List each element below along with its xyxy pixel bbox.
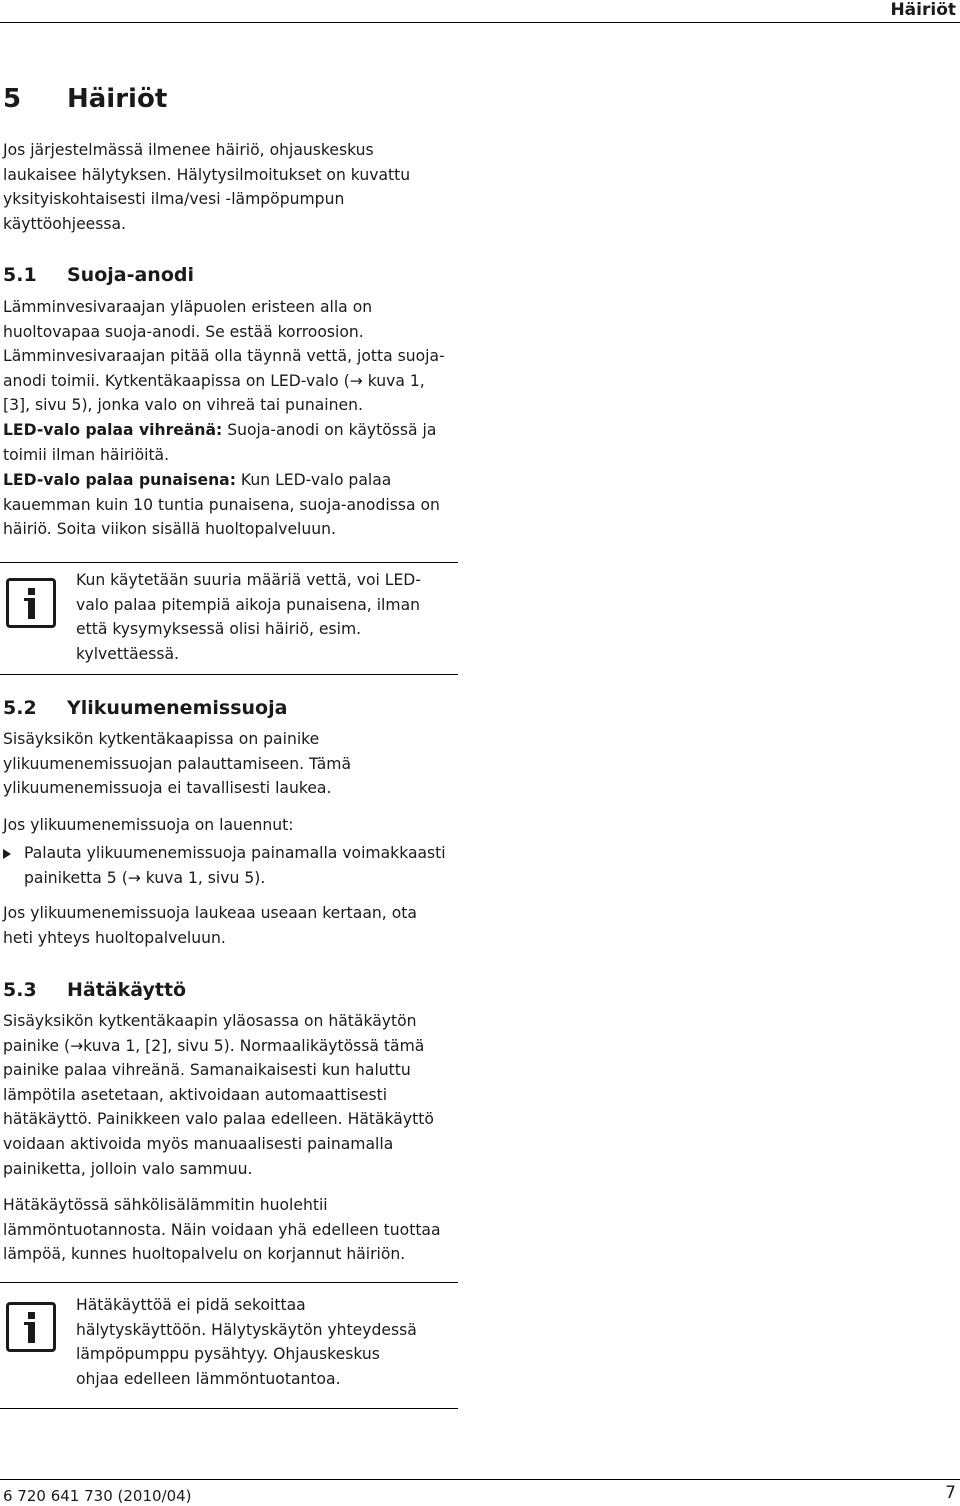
text-line: lämpöä, kunnes huoltopalvelu on korjannut häiriön.: [3, 1245, 406, 1264]
text-line: laukaisee hälytyksen. Hälytysilmoitukset on kuvattu: [3, 165, 411, 184]
page-number: 7: [945, 1483, 956, 1503]
s51-red-paragraph: [3, 468, 463, 542]
info-icon: [6, 1302, 56, 1352]
text-line: Hätäkäyttöä ei pidä sekoittaa: [76, 1296, 306, 1314]
text-line: valo palaa pitempiä aikoja punaisena, ilman: [76, 595, 421, 614]
section-number: 5.3: [3, 979, 37, 1001]
s52-paragraph-1: [3, 727, 463, 801]
s51-paragraph: [3, 295, 463, 418]
header-divider: [0, 22, 960, 23]
text-line: Kun LED-valo palaa: [235, 471, 392, 489]
text-line: Jos ylikuumenemissuoja laukeaa useaan kertaan, ota: [3, 904, 417, 922]
text-line: että kysymyksessä olisi häiriö, esim.: [76, 620, 362, 639]
section-number: 5.1: [3, 264, 37, 286]
text-line: lämpöpumppu pysähtyy. Ohjauskeskus: [76, 1345, 380, 1364]
footer-divider: [0, 1479, 960, 1480]
text-line: Suoja-anodi on käytössä ja: [222, 421, 437, 439]
text-line: painike palaa vihreänä. Samanaikaisesti kun haluttu: [3, 1061, 411, 1080]
document-code: 6 720 641 730 (2010/04): [3, 1487, 192, 1505]
chapter-number: 5: [3, 84, 22, 114]
section-heading-5-1: [3, 262, 194, 288]
intro-paragraph: [3, 138, 463, 236]
info-icon: [6, 578, 56, 628]
text-line: häiriö. Soita viikon sisällä huoltopalveluun.: [3, 520, 336, 539]
text-line: ohjaa edelleen lämmöntuotantoa.: [76, 1369, 341, 1388]
text-line: anodi toimii. Kytkentäkaapissa on LED-valo (→ kuva 1,: [3, 371, 425, 390]
text-line: [3], sivu 5), jonka valo on vihreä tai punainen.: [3, 396, 363, 415]
bullet-triangle-icon: [3, 849, 11, 859]
text-line: painiketta, jolloin valo sammuu.: [3, 1159, 253, 1178]
text-line: Palauta ylikuumenemissuoja painamalla voimakkaasti: [24, 844, 446, 862]
text-line: kauemman kuin 10 tuntia punaisena, suoja-anodissa on: [3, 495, 440, 514]
text-line: Lämminvesivaraajan yläpuolen eristeen alla on: [3, 298, 373, 316]
section-title: Ylikuumenemissuoja: [67, 697, 288, 719]
text-line: painiketta 5 (→ kuva 1, sivu 5).: [24, 868, 266, 887]
section-number: 5.2: [3, 697, 37, 719]
text-line: toimii ilman häiriöitä.: [3, 445, 170, 464]
text-line: ylikuumenemissuoja ei tavallisesti laukea.: [3, 779, 332, 798]
text-line: Kun käytetään suuria määriä vettä, voi LED-: [76, 571, 421, 589]
text-line: hätäkäyttö. Painikkeen valo palaa edelleen. Hätäkäyttö: [3, 1110, 434, 1129]
note-top-rule: [0, 1282, 458, 1283]
text-line: Hätäkäytössä sähkölisälämmitin huolehtii: [3, 1196, 328, 1214]
red-led-label: LED-valo palaa punaisena:: [3, 471, 236, 489]
page-header-title: Häiriöt: [890, 0, 956, 20]
note-top-rule: [0, 562, 458, 563]
text-line: Jos ylikuumenemissuoja on lauennut:: [3, 816, 294, 834]
text-line: käyttöohjeessa.: [3, 214, 127, 233]
s52-paragraph-3: [3, 901, 463, 950]
section-title: Hätäkäyttö: [67, 979, 187, 1001]
text-line: lämmöntuotannosta. Näin voidaan yhä edelleen tuottaa: [3, 1220, 441, 1239]
section-heading-5-3: [3, 977, 186, 1003]
text-line: voidaan aktivoida myös manuaalisesti painamalla: [3, 1134, 394, 1153]
s51-green-paragraph: [3, 418, 463, 467]
text-line: Lämminvesivaraajan pitää olla täynnä vettä, jotta suoja-: [3, 347, 445, 366]
chapter-title: Häiriöt: [67, 84, 168, 114]
note-text: [76, 568, 421, 666]
text-line: painike (→kuva 1, [2], sivu 5). Normaalikäytössä tämä: [3, 1036, 425, 1055]
section-heading-5-2: [3, 695, 287, 721]
green-led-label: LED-valo palaa vihreänä:: [3, 421, 223, 439]
text-line: ylikuumenemissuojan palauttamiseen. Tämä: [3, 754, 352, 773]
note-bottom-rule: [0, 674, 458, 675]
s53-paragraph-1: [3, 1009, 463, 1181]
text-line: lämpötila asetetaan, aktivoidaan automaattisesti: [3, 1085, 388, 1104]
text-line: hälytyskäyttöön. Hälytyskäytön yhteydessä: [76, 1320, 417, 1339]
section-title: Suoja-anodi: [67, 264, 194, 286]
note-bottom-rule: [0, 1408, 458, 1409]
note-text: [76, 1293, 417, 1391]
s53-paragraph-2: [3, 1193, 463, 1267]
text-line: yksityiskohtaisesti ilma/vesi -lämpöpumpun: [3, 190, 345, 209]
text-line: huoltovapaa suoja-anodi. Se estää korroosion.: [3, 322, 364, 341]
s52-paragraph-2: [3, 813, 463, 838]
text-line: Jos järjestelmässä ilmenee häiriö, ohjauskeskus: [3, 141, 374, 159]
text-line: kylvettäessä.: [76, 644, 179, 663]
text-line: Sisäyksikön kytkentäkaapissa on painike: [3, 730, 320, 748]
chapter-heading: [3, 83, 167, 115]
text-line: heti yhteys huoltopalveluun.: [3, 928, 226, 947]
text-line: Sisäyksikön kytkentäkaapin yläosassa on hätäkäytön: [3, 1012, 417, 1030]
